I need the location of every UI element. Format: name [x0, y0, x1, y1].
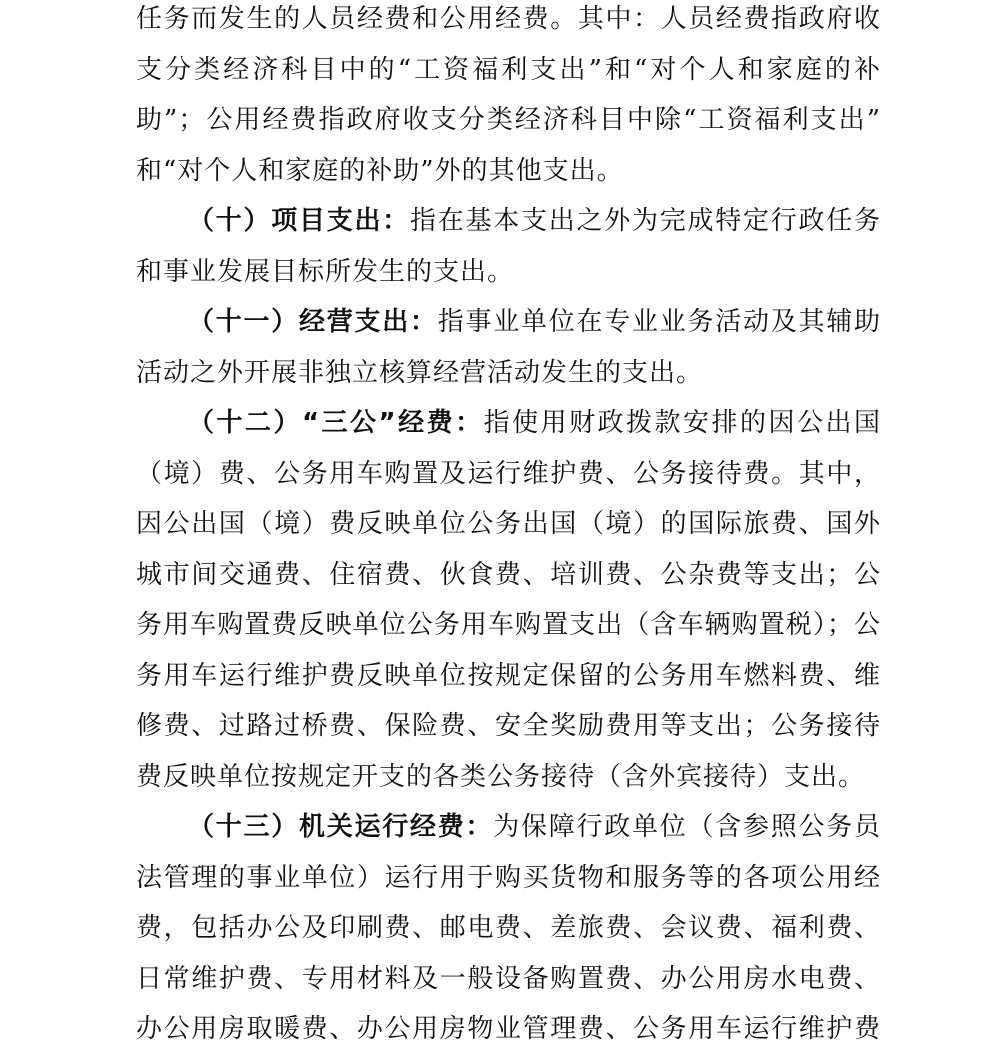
text-line: 修费、过路过桥费、保险费、安全奖励费用等支出；公务接待 — [136, 711, 881, 741]
text-line — [136, 297, 881, 348]
text-line — [136, 398, 881, 449]
term-definition: 为保障行政单位（含参照公务员 — [493, 812, 881, 842]
term-heading: （十）项目支出： — [188, 206, 410, 236]
text-line: 办公用房取暖费、办公用房物业管理费、公务用车运行维护费 — [136, 1014, 881, 1044]
term-definition: 指事业单位在专业业务活动及其辅助 — [437, 307, 881, 337]
text-line: 活动之外开展非独立核算经营活动发生的支出。 — [136, 357, 704, 388]
text-line: 费反映单位按规定开支的各类公务接待（含外宾接待）支出。 — [136, 761, 866, 792]
text-line: 费，包括办公及印刷费、邮电费、差旅费、会议费、福利费、 — [136, 913, 881, 943]
text-line: 务用车运行维护费反映单位按规定保留的公务用车燃料费、维 — [136, 660, 881, 691]
term-heading: （十二）“三公”经费： — [188, 408, 484, 438]
text-line: 支分类经济科目中的“工资福利支出”和“对个人和家庭的补 — [136, 54, 881, 85]
term-definition: 指在基本支出之外为完成特定行政任务 — [410, 206, 881, 236]
paragraph-operating-expenditure — [136, 297, 881, 398]
text-line: 法管理的事业单位）运行用于购买货物和服务等的各项公用经 — [136, 862, 881, 893]
term-definition: 指使用财政拨款安排的因公出国 — [483, 408, 881, 438]
text-line: 务用车购置费反映单位公务用车购置支出（含车辆购置税）；公 — [136, 610, 881, 640]
paragraph-project-expenditure — [136, 196, 881, 297]
text-line: 城市间交通费、住宿费、伙食费、培训费、公杂费等支出；公 — [136, 559, 881, 590]
text-line: 日常维护费、专用材料及一般设备购置费、办公用房水电费、 — [136, 963, 881, 994]
text-line — [136, 196, 881, 247]
term-heading: （十一）经营支出： — [188, 307, 438, 337]
paragraph-personnel-public-expenses — [136, 0, 881, 196]
text-line: 和“对个人和家庭的补助”外的其他支出。 — [136, 155, 624, 186]
text-line: 因公出国（境）费反映单位公务出国（境）的国际旅费、国外 — [136, 509, 881, 539]
document-page — [136, 0, 881, 1055]
text-line: 和事业发展目标所发生的支出。 — [136, 256, 515, 287]
paragraph-agency-operating-expenses — [136, 802, 881, 1055]
text-line: 助”；公用经费指政府收支分类经济科目中除“工资福利支出” — [136, 105, 881, 135]
text-line: 任务而发生的人员经费和公用经费。其中：人员经费指政府收 — [136, 4, 881, 34]
term-heading: （十三）机关运行经费： — [188, 812, 494, 842]
paragraph-three-public-expenses — [136, 398, 881, 802]
text-line: （境）费、公务用车购置及运行维护费、公务接待费。其中， — [136, 458, 881, 489]
text-line — [136, 802, 881, 853]
